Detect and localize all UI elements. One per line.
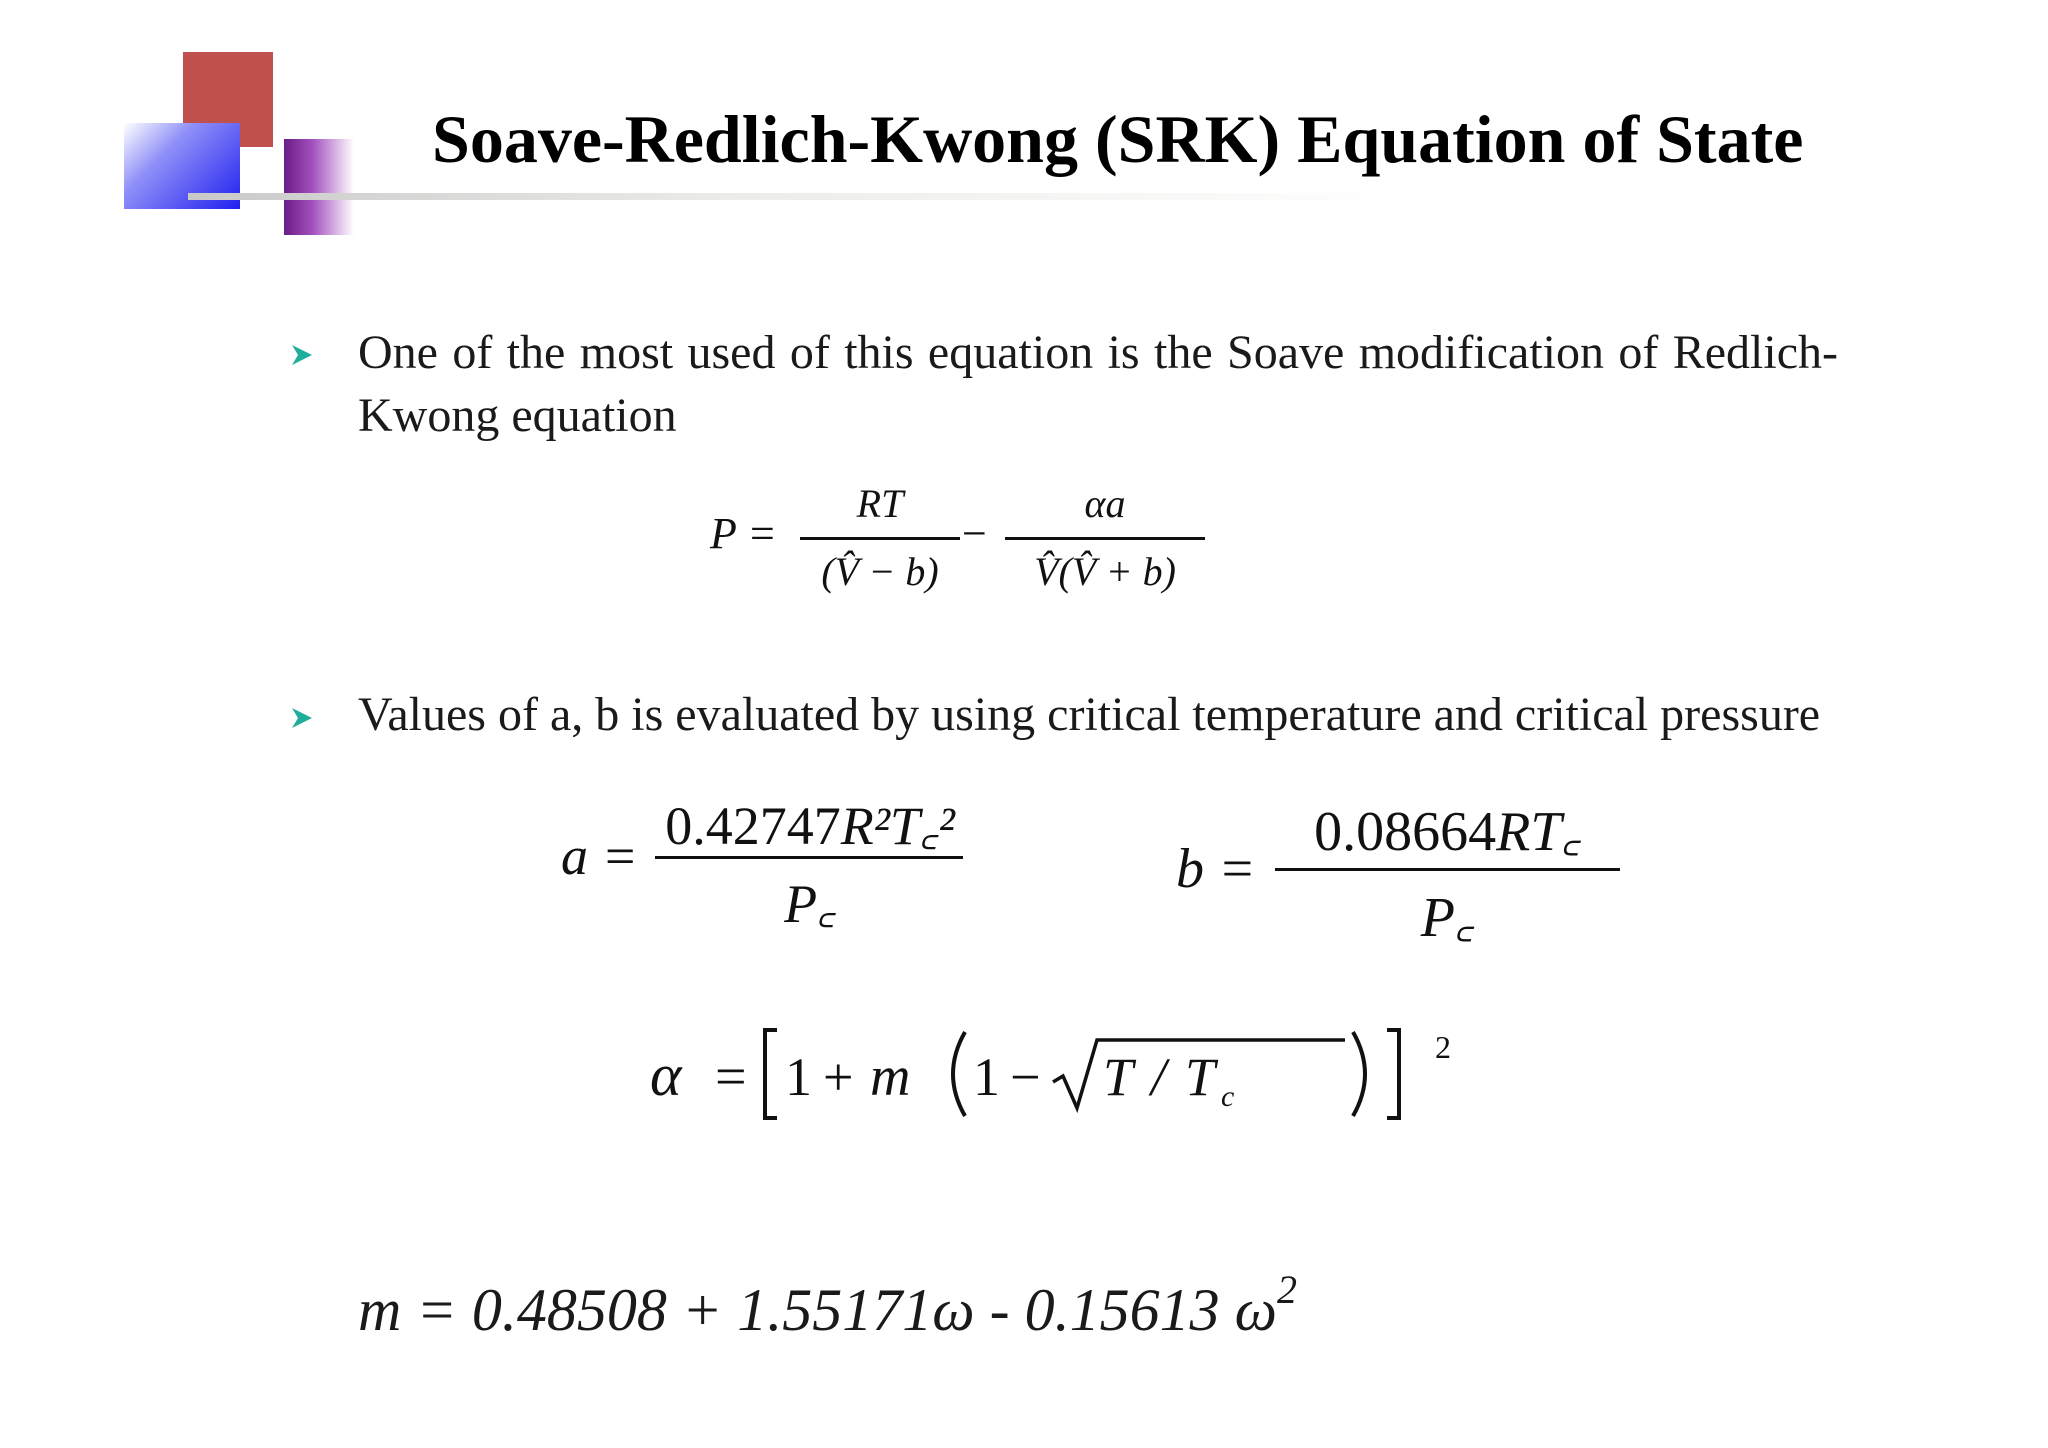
svg-text:2: 2 <box>1435 1029 1451 1065</box>
svg-text:−: − <box>1010 1047 1041 1107</box>
a-equation <box>555 780 1025 940</box>
svg-text:T: T <box>1103 1047 1134 1107</box>
b-numerator-coefficient: 0.08664 <box>1314 801 1497 863</box>
srk-term2-denominator: V̂(V̂ + b) <box>1034 549 1176 594</box>
srk-term1-denominator: (V̂ − b) <box>821 549 939 594</box>
srk-term1-bar <box>800 537 960 540</box>
bullet-text-2: Values of a, b is evaluated by using critical temperature and critical pressure <box>358 688 1821 741</box>
slide-title: Soave-Redlich-Kwong (SRK) Equation of State <box>432 101 1804 177</box>
a-numerator-coefficient: 0.42747 <box>665 796 841 856</box>
b-fraction-bar <box>1275 868 1620 871</box>
b-denominator: P꜀ <box>1420 887 1475 949</box>
srk-equation <box>700 470 1220 610</box>
svg-text:1: 1 <box>973 1047 1000 1107</box>
m-equation <box>358 1267 1298 1345</box>
b-equation <box>1170 785 1640 955</box>
svg-text:m: m <box>870 1046 911 1108</box>
svg-text:1: 1 <box>785 1047 812 1107</box>
b-lhs: b = <box>1176 838 1256 900</box>
m-equation-exponent: 2 <box>1277 1267 1298 1312</box>
srk-lhs: P = <box>710 509 777 558</box>
svg-text:/: / <box>1151 1047 1167 1107</box>
svg-text:+: + <box>823 1047 854 1107</box>
arrowhead-bullet-icon <box>290 706 314 730</box>
srk-minus: − <box>962 509 987 558</box>
srk-term2-bar <box>1005 537 1205 540</box>
a-fraction-bar <box>655 856 963 859</box>
arrowhead-bullet-icon <box>290 343 314 367</box>
a-numerator <box>655 786 965 860</box>
a-denominator: P꜀ <box>784 874 836 934</box>
svg-text:=: = <box>715 1046 747 1108</box>
bullet-text-1: One of the most used of this equation is the Soave modification of Redlich-Kwong equation <box>358 326 1838 442</box>
b-numerator-variables: RT꜀ <box>1496 801 1581 863</box>
srk-term1-numerator: RT <box>856 481 904 526</box>
a-lhs: a = <box>561 826 638 886</box>
alpha-formula-graphic <box>645 1010 1485 1130</box>
svg-text:α: α <box>650 1042 682 1108</box>
m-equation-body: m = 0.48508 + 1.55171ω - 0.15613 ω <box>358 1277 1278 1343</box>
b-numerator <box>1275 791 1620 867</box>
svg-text:c: c <box>1221 1080 1235 1113</box>
title-underline <box>188 193 1418 200</box>
a-numerator-variables: R²T꜀² <box>840 796 955 856</box>
srk-term2-numerator: αa <box>1084 481 1126 526</box>
logo-purple-square <box>284 139 354 235</box>
alpha-equation <box>645 1010 1485 1130</box>
svg-text:T: T <box>1185 1047 1216 1107</box>
